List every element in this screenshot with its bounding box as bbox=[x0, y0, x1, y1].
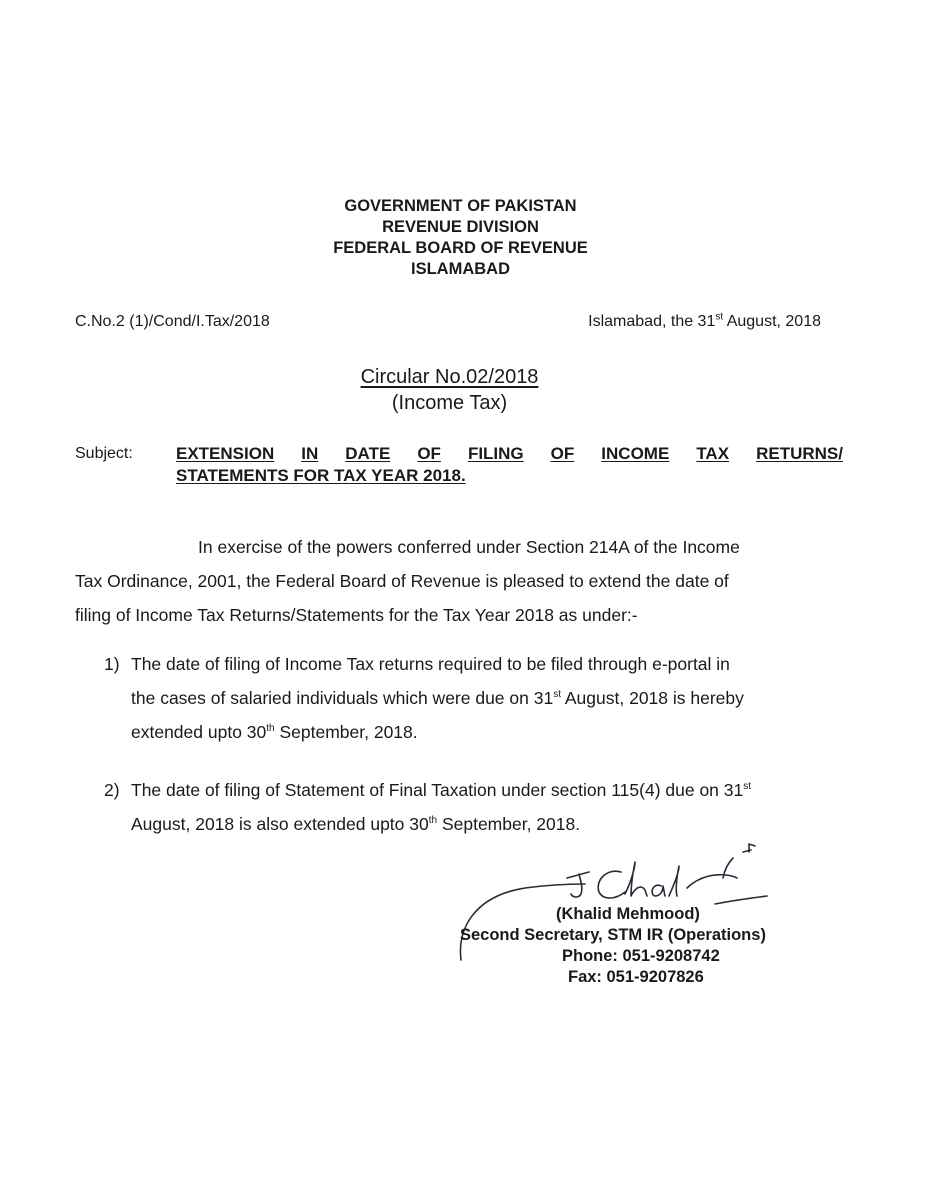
item-1-line-3 bbox=[131, 715, 843, 749]
signatory-name: (Khalid Mehmood) bbox=[556, 905, 700, 923]
circular-number: Circular No.02/2018 bbox=[360, 366, 539, 388]
signatory-phone: Phone: 051-9208742 bbox=[562, 947, 720, 965]
letterhead-government: GOVERNMENT OF PAKISTAN bbox=[344, 197, 577, 215]
reference-number: C.No.2 (1)/Cond/I.Tax/2018 bbox=[75, 313, 270, 330]
item-1-line-3-a: extended upto 30 bbox=[131, 722, 267, 742]
subject-word: OF bbox=[550, 444, 575, 463]
intro-paragraph bbox=[75, 530, 843, 632]
item-1-line-2-sup: st bbox=[553, 689, 561, 701]
subject-word: TAX bbox=[696, 444, 730, 463]
item-2-line-2-b: September, 2018. bbox=[437, 814, 581, 834]
subject-label: Subject: bbox=[75, 445, 133, 462]
subject-word: DATE bbox=[345, 444, 391, 463]
item-2-line-1-sup: st bbox=[743, 781, 752, 793]
issue-date bbox=[588, 313, 821, 331]
item-2-line-2 bbox=[131, 807, 843, 841]
letterhead bbox=[0, 196, 939, 280]
signatory-title: Second Secretary, STM IR (Operations) bbox=[460, 926, 766, 944]
item-1-line-3-sup: th bbox=[266, 723, 275, 735]
issue-date-suffix: August, 2018 bbox=[723, 313, 821, 330]
item-2-line-2-sup: th bbox=[428, 815, 438, 827]
subject-text bbox=[176, 443, 843, 487]
subject-line-2: STATEMENTS FOR TAX YEAR 2018. bbox=[176, 466, 466, 485]
item-2-line-1-a: The date of filing of Statement of Final Taxation under section 115(4) due on 31 bbox=[131, 780, 744, 800]
circular-heading bbox=[0, 364, 939, 416]
item-1-line-2 bbox=[131, 681, 843, 715]
issue-date-sup: st bbox=[715, 311, 724, 323]
letterhead-board: FEDERAL BOARD OF REVENUE bbox=[333, 239, 588, 257]
subject-line-1 bbox=[176, 443, 843, 465]
subject-word: INCOME bbox=[601, 444, 670, 463]
item-2-line-2-a: August, 2018 is also extended upto 30 bbox=[131, 814, 429, 834]
signatory-block bbox=[458, 904, 838, 988]
intro-line-2: Tax Ordinance, 2001, the Federal Board of Revenue is pleased to extend the date of bbox=[75, 571, 729, 591]
subject-word: IN bbox=[301, 444, 319, 463]
item-1-line-3-b: September, 2018. bbox=[274, 722, 418, 742]
subject-word: FILING bbox=[467, 444, 524, 463]
item-1-line-1: The date of filing of Income Tax returns required to be filed through e-portal in bbox=[131, 654, 730, 674]
list-item-number: 2) bbox=[104, 780, 120, 800]
letterhead-city: ISLAMABAD bbox=[411, 260, 510, 278]
subject-word: EXTENSION bbox=[176, 444, 275, 463]
item-1-line-2-a: the cases of salaried individuals which were due on 31 bbox=[131, 688, 554, 708]
circular-type: (Income Tax) bbox=[391, 392, 508, 414]
intro-line-1: In exercise of the powers conferred under Section 214A of the Income bbox=[198, 537, 740, 557]
signatory-fax: Fax: 051-9207826 bbox=[568, 968, 704, 986]
intro-line-3: filing of Income Tax Returns/Statements for the Tax Year 2018 as under:- bbox=[75, 605, 638, 625]
subject-word: RETURNS/ bbox=[756, 444, 843, 463]
issue-date-prefix: Islamabad, the 31 bbox=[588, 313, 716, 330]
letterhead-division: REVENUE DIVISION bbox=[382, 218, 539, 236]
item-1-line-2-b: August, 2018 is hereby bbox=[560, 688, 744, 708]
item-2-line-1 bbox=[131, 773, 843, 807]
list-item-number: 1) bbox=[104, 654, 120, 674]
subject-word: OF bbox=[417, 444, 441, 463]
